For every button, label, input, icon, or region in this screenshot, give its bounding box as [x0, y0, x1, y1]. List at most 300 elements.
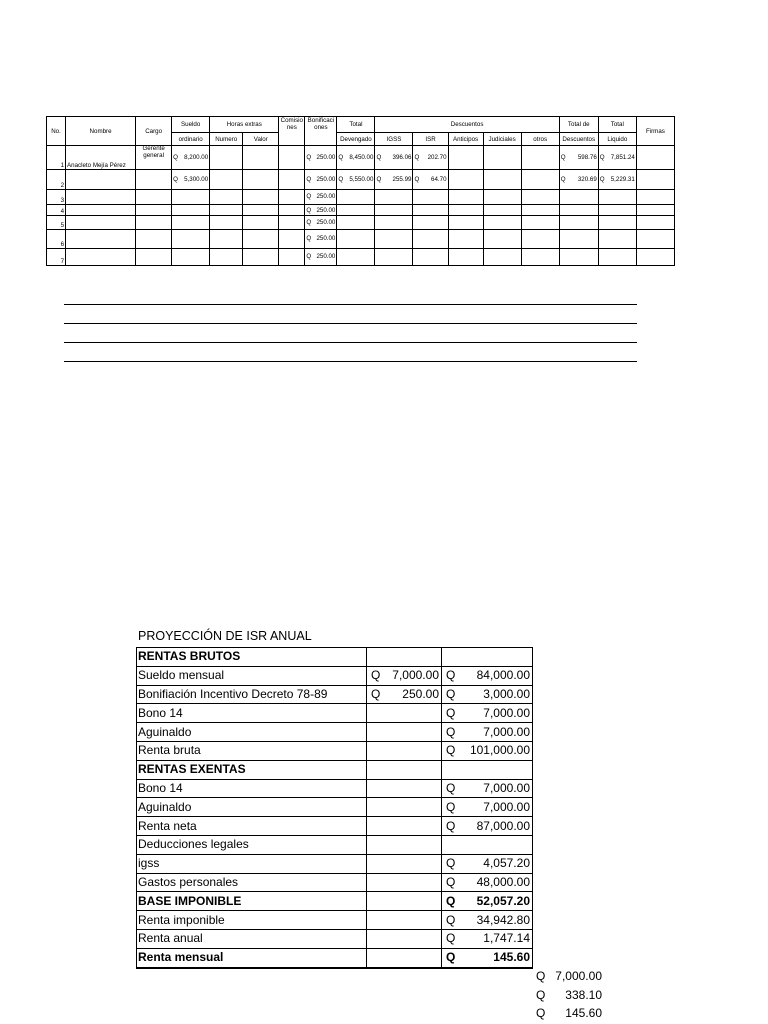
signature-line [64, 323, 637, 324]
amount: 5,229.31 [610, 176, 635, 184]
horas-valor [243, 248, 279, 265]
isr-monthly-amount [367, 741, 442, 760]
amount: 8,450.00 [349, 154, 374, 162]
horas-valor [243, 230, 279, 248]
currency-symbol: Q [371, 668, 381, 683]
isr-label: Renta anual [137, 929, 367, 948]
currency-symbol: Q [306, 235, 312, 243]
total-descuentos [559, 146, 598, 170]
currency-symbol: Q [446, 705, 456, 720]
isr-monthly-amount [367, 817, 442, 836]
comisiones [279, 204, 305, 216]
currency-symbol: Q [446, 893, 456, 908]
isr-label: RENTAS BRUTOS [137, 648, 367, 667]
isr-label: igss [137, 854, 367, 873]
descuento-judiciales [483, 204, 521, 216]
horas-numero [210, 189, 243, 204]
descuento-otros [521, 230, 559, 248]
isr-title: PROYECCIÓN DE ISR ANUAL [138, 629, 312, 643]
header-ordinario: ordinario [172, 133, 210, 146]
header-descuentos-total: Descuentos [559, 133, 598, 146]
employee-position [136, 230, 172, 248]
currency-symbol: Q [599, 176, 605, 184]
descuento-otros [521, 204, 559, 216]
total-devengado [337, 248, 375, 265]
amount: 4,057.20 [483, 856, 530, 871]
isr-monthly-amount [367, 648, 442, 667]
total-devengado [337, 216, 375, 230]
firma [636, 230, 674, 248]
isr-monthly-amount [367, 760, 442, 779]
amount: 7,000.00 [392, 668, 439, 683]
employee-name [66, 216, 136, 230]
currency-symbol: Q [376, 176, 382, 184]
amount: 250.00 [316, 176, 336, 184]
header-total-de: Total de [559, 117, 598, 133]
header-cargo: Cargo [136, 117, 172, 146]
isr-label: Aguinaldo [137, 723, 367, 742]
table-row [47, 204, 675, 216]
bonificaciones [305, 230, 337, 248]
currency-symbol: Q [446, 874, 456, 889]
header-judiciales: Judiciales [483, 133, 521, 146]
comisiones [279, 230, 305, 248]
currency-symbol: Q [446, 950, 456, 965]
amount: 7,851.24 [610, 154, 635, 162]
isr-annual-amount [442, 760, 533, 779]
horas-valor [243, 189, 279, 204]
amount: 338.10 [565, 987, 602, 1002]
table-row [47, 248, 675, 265]
header-horas-extras: Horas extras [210, 117, 279, 133]
employee-position [136, 216, 172, 230]
isr-annual-amount [442, 929, 533, 948]
table-row [47, 146, 675, 170]
comisiones [279, 146, 305, 170]
descuento-igss [375, 230, 413, 248]
descuento-igss [375, 189, 413, 204]
isr-row [137, 760, 533, 779]
descuento-isr [413, 146, 448, 170]
isr-monthly-amount [367, 779, 442, 798]
isr-label: BASE IMPONIBLE [137, 892, 367, 911]
total-devengado [337, 204, 375, 216]
isr-label: Renta bruta [137, 741, 367, 760]
currency-symbol: Q [560, 154, 566, 162]
amount: 250.00 [402, 686, 439, 701]
isr-monthly-amount [367, 685, 442, 704]
isr-label: Bono 14 [137, 779, 367, 798]
amount: 87,000.00 [476, 818, 530, 833]
isr-annual-amount [442, 779, 533, 798]
header-sueldo: Sueldo [172, 117, 210, 133]
currency-symbol: Q [599, 154, 605, 162]
amount: 250.00 [316, 206, 336, 214]
isr-annual-amount [442, 648, 533, 667]
isr-annual-amount [442, 704, 533, 723]
isr-row [137, 741, 533, 760]
table-row [47, 189, 675, 204]
currency-symbol: Q [306, 253, 312, 261]
currency-symbol: Q [560, 176, 566, 184]
amount: 8,200.00 [184, 154, 209, 162]
descuento-igss [375, 170, 413, 190]
descuento-otros [521, 216, 559, 230]
amount: 5,300.00 [184, 176, 209, 184]
horas-numero [210, 146, 243, 170]
signature-line [64, 304, 637, 305]
currency-symbol: Q [306, 193, 312, 201]
row-number: 7 [47, 248, 66, 265]
isr-annual-amount [442, 666, 533, 685]
sueldo-ordinario [172, 248, 210, 265]
header-igss: IGSS [375, 133, 413, 146]
amount: 255.99 [392, 176, 412, 184]
total-liquido [598, 230, 636, 248]
employee-name [66, 230, 136, 248]
descuento-igss [375, 248, 413, 265]
currency-symbol: Q [536, 987, 546, 1002]
amount: 320.69 [577, 176, 597, 184]
total-descuentos [559, 170, 598, 190]
descuento-judiciales [483, 248, 521, 265]
row-number: 1 [47, 146, 66, 170]
currency-symbol: Q [446, 799, 456, 814]
horas-valor [243, 216, 279, 230]
total-descuentos [559, 204, 598, 216]
isr-label: Aguinaldo [137, 798, 367, 817]
table-row [47, 216, 675, 230]
amount: 101,000.00 [469, 743, 530, 758]
isr-row [137, 854, 533, 873]
total-descuentos [559, 248, 598, 265]
employee-name [66, 189, 136, 204]
amount: 250.00 [316, 219, 336, 227]
isr-annual-amount [442, 854, 533, 873]
payroll-table [46, 116, 675, 266]
isr-row [137, 873, 533, 892]
isr-monthly-amount [367, 948, 442, 967]
header-devengado: Devengado [337, 133, 375, 146]
employee-position [136, 248, 172, 265]
currency-symbol: Q [306, 206, 312, 214]
row-number: 6 [47, 230, 66, 248]
header-total: Total [337, 117, 375, 133]
currency-symbol: Q [446, 912, 456, 927]
isr-annual-amount [442, 835, 533, 854]
header-otros: otros [521, 133, 559, 146]
horas-valor [243, 146, 279, 170]
horas-valor [243, 204, 279, 216]
horas-numero [210, 248, 243, 265]
horas-valor [243, 170, 279, 190]
isr-label: RENTAS EXENTAS [137, 760, 367, 779]
descuento-anticipos [448, 189, 483, 204]
currency-symbol: Q [446, 931, 456, 946]
isr-row [137, 666, 533, 685]
currency-symbol: Q [446, 724, 456, 739]
table-row [47, 170, 675, 190]
header-anticipos: Anticipos [448, 133, 483, 146]
descuento-otros [521, 248, 559, 265]
header-valor: Valor [243, 133, 279, 146]
isr-label: Deducciones legales [137, 835, 367, 854]
amount: 34,942.80 [476, 912, 530, 927]
isr-body [137, 648, 533, 968]
isr-annual-amount [442, 741, 533, 760]
signature-line [64, 342, 637, 343]
isr-monthly-amount [367, 798, 442, 817]
isr-row [137, 779, 533, 798]
isr-label: Sueldo mensual [137, 666, 367, 685]
amount: 3,000.00 [483, 686, 530, 701]
isr-monthly-amount [367, 854, 442, 873]
currency-symbol: Q [414, 154, 420, 162]
descuento-anticipos [448, 146, 483, 170]
currency-symbol: Q [306, 154, 312, 162]
isr-annual-amount [442, 723, 533, 742]
payroll-body [47, 146, 675, 266]
currency-symbol: Q [536, 969, 546, 983]
isr-label: Gastos personales [137, 873, 367, 892]
isr-monthly-amount [367, 704, 442, 723]
bonificaciones [305, 189, 337, 204]
amount: 7,000.00 [483, 705, 530, 720]
amount: 1,747.14 [483, 931, 530, 946]
descuento-isr [413, 216, 448, 230]
amount: 598.76 [577, 154, 597, 162]
amount: 145.60 [565, 1006, 602, 1020]
total-descuentos [559, 189, 598, 204]
currency-symbol: Q [371, 686, 381, 701]
firma [636, 216, 674, 230]
isr-row [137, 929, 533, 948]
total-devengado [337, 146, 375, 170]
extra-value [536, 1006, 602, 1020]
signature-line [64, 361, 637, 362]
descuento-anticipos [448, 216, 483, 230]
header-bonificaciones: Bonificaci ones [305, 117, 337, 146]
descuento-otros [521, 146, 559, 170]
bonificaciones [305, 248, 337, 265]
total-devengado [337, 189, 375, 204]
currency-symbol: Q [306, 176, 312, 184]
sueldo-ordinario [172, 170, 210, 190]
table-row [47, 230, 675, 248]
amount: 250.00 [316, 235, 336, 243]
amount: 396.06 [392, 154, 412, 162]
total-liquido [598, 216, 636, 230]
isr-monthly-amount [367, 723, 442, 742]
currency-symbol: Q [414, 176, 420, 184]
total-devengado [337, 230, 375, 248]
currency-symbol: Q [446, 818, 456, 833]
comisiones [279, 189, 305, 204]
descuento-igss [375, 146, 413, 170]
amount: 64.70 [431, 176, 447, 184]
total-liquido [598, 204, 636, 216]
descuento-igss [375, 204, 413, 216]
isr-row [137, 648, 533, 667]
isr-label: Renta mensual [137, 948, 367, 967]
isr-row [137, 911, 533, 930]
currency-symbol: Q [376, 154, 382, 162]
header-liquido: Liquido [598, 133, 636, 146]
comisiones [279, 216, 305, 230]
isr-monthly-amount [367, 666, 442, 685]
isr-row [137, 817, 533, 836]
currency-symbol: Q [446, 743, 456, 758]
currency-symbol: Q [536, 1006, 546, 1020]
firma [636, 189, 674, 204]
isr-label: Renta neta [137, 817, 367, 836]
employee-name [66, 204, 136, 216]
descuento-judiciales [483, 230, 521, 248]
amount: 250.00 [316, 154, 336, 162]
descuento-anticipos [448, 204, 483, 216]
isr-annual-amount [442, 817, 533, 836]
total-liquido [598, 146, 636, 170]
isr-monthly-amount [367, 911, 442, 930]
isr-monthly-amount [367, 873, 442, 892]
currency-symbol: Q [446, 780, 456, 795]
currency-symbol: Q [338, 154, 344, 162]
currency-symbol: Q [173, 176, 178, 184]
isr-row [137, 948, 533, 967]
amount: 5,550.00 [349, 176, 374, 184]
employee-position [136, 170, 172, 190]
isr-monthly-amount [367, 892, 442, 911]
isr-annual-amount [442, 911, 533, 930]
amount: 250.00 [316, 193, 336, 201]
total-descuentos [559, 230, 598, 248]
horas-numero [210, 204, 243, 216]
isr-monthly-amount [367, 835, 442, 854]
header-nombre: Nombre [66, 117, 136, 146]
isr-label: Bonifiación Incentivo Decreto 78-89 [137, 685, 367, 704]
horas-numero [210, 216, 243, 230]
descuento-anticipos [448, 248, 483, 265]
descuento-isr [413, 170, 448, 190]
extra-value [536, 988, 602, 1002]
bonificaciones [305, 170, 337, 190]
header-isr: ISR [413, 133, 448, 146]
total-liquido [598, 170, 636, 190]
header-comisiones: Comisio nes [279, 117, 305, 146]
amount: 250.00 [316, 253, 336, 261]
amount: 202.70 [427, 154, 447, 162]
isr-row [137, 685, 533, 704]
descuento-judiciales [483, 146, 521, 170]
row-number: 4 [47, 204, 66, 216]
currency-symbol: Q [306, 219, 312, 227]
row-number: 2 [47, 170, 66, 190]
total-liquido [598, 189, 636, 204]
employee-name: Anacleto Mejía Pérez [66, 146, 136, 170]
employee-name [66, 170, 136, 190]
isr-label: Bono 14 [137, 704, 367, 723]
amount: 7,000.00 [483, 799, 530, 814]
employee-name [66, 248, 136, 265]
descuento-judiciales [483, 216, 521, 230]
isr-row [137, 798, 533, 817]
bonificaciones [305, 146, 337, 170]
comisiones [279, 170, 305, 190]
sueldo-ordinario [172, 204, 210, 216]
isr-annual-amount [442, 892, 533, 911]
header-numero: Numero [210, 133, 243, 146]
bonificaciones [305, 204, 337, 216]
currency-symbol: Q [338, 176, 344, 184]
isr-annual-amount [442, 873, 533, 892]
firma [636, 146, 674, 170]
firma [636, 248, 674, 265]
descuento-isr [413, 248, 448, 265]
descuento-isr [413, 204, 448, 216]
sueldo-ordinario [172, 189, 210, 204]
header-descuentos: Descuentos [375, 117, 559, 133]
horas-numero [210, 170, 243, 190]
sueldo-ordinario [172, 146, 210, 170]
descuento-anticipos [448, 170, 483, 190]
currency-symbol: Q [173, 154, 178, 162]
isr-annual-amount [442, 685, 533, 704]
isr-annual-amount [442, 948, 533, 967]
descuento-judiciales [483, 189, 521, 204]
amount: 7,000.00 [483, 780, 530, 795]
sueldo-ordinario [172, 216, 210, 230]
amount: 7,000.00 [555, 969, 602, 983]
descuento-isr [413, 189, 448, 204]
header-firmas: Firmas [636, 117, 674, 146]
bonificaciones [305, 216, 337, 230]
descuento-igss [375, 216, 413, 230]
total-devengado [337, 170, 375, 190]
isr-monthly-amount [367, 929, 442, 948]
employee-position [136, 189, 172, 204]
horas-numero [210, 230, 243, 248]
header-no: No. [47, 117, 66, 146]
isr-label: Renta imponible [137, 911, 367, 930]
isr-row [137, 723, 533, 742]
header-total-liquido-top: Total [598, 117, 636, 133]
descuento-anticipos [448, 230, 483, 248]
firma [636, 170, 674, 190]
total-liquido [598, 248, 636, 265]
isr-row [137, 704, 533, 723]
amount: 145.60 [493, 950, 530, 965]
row-number: 3 [47, 189, 66, 204]
employee-position: Gerente general [136, 146, 172, 170]
sueldo-ordinario [172, 230, 210, 248]
currency-symbol: Q [446, 856, 456, 871]
total-descuentos [559, 216, 598, 230]
isr-row [137, 835, 533, 854]
amount: 7,000.00 [483, 724, 530, 739]
extra-value [536, 969, 602, 983]
amount: 84,000.00 [476, 668, 530, 683]
amount: 48,000.00 [476, 874, 530, 889]
comisiones [279, 248, 305, 265]
isr-annual-amount [442, 798, 533, 817]
amount: 52,057.20 [476, 893, 530, 908]
descuento-isr [413, 230, 448, 248]
descuento-judiciales [483, 170, 521, 190]
isr-table [136, 647, 533, 969]
currency-symbol: Q [446, 668, 456, 683]
isr-row [137, 892, 533, 911]
descuento-otros [521, 170, 559, 190]
